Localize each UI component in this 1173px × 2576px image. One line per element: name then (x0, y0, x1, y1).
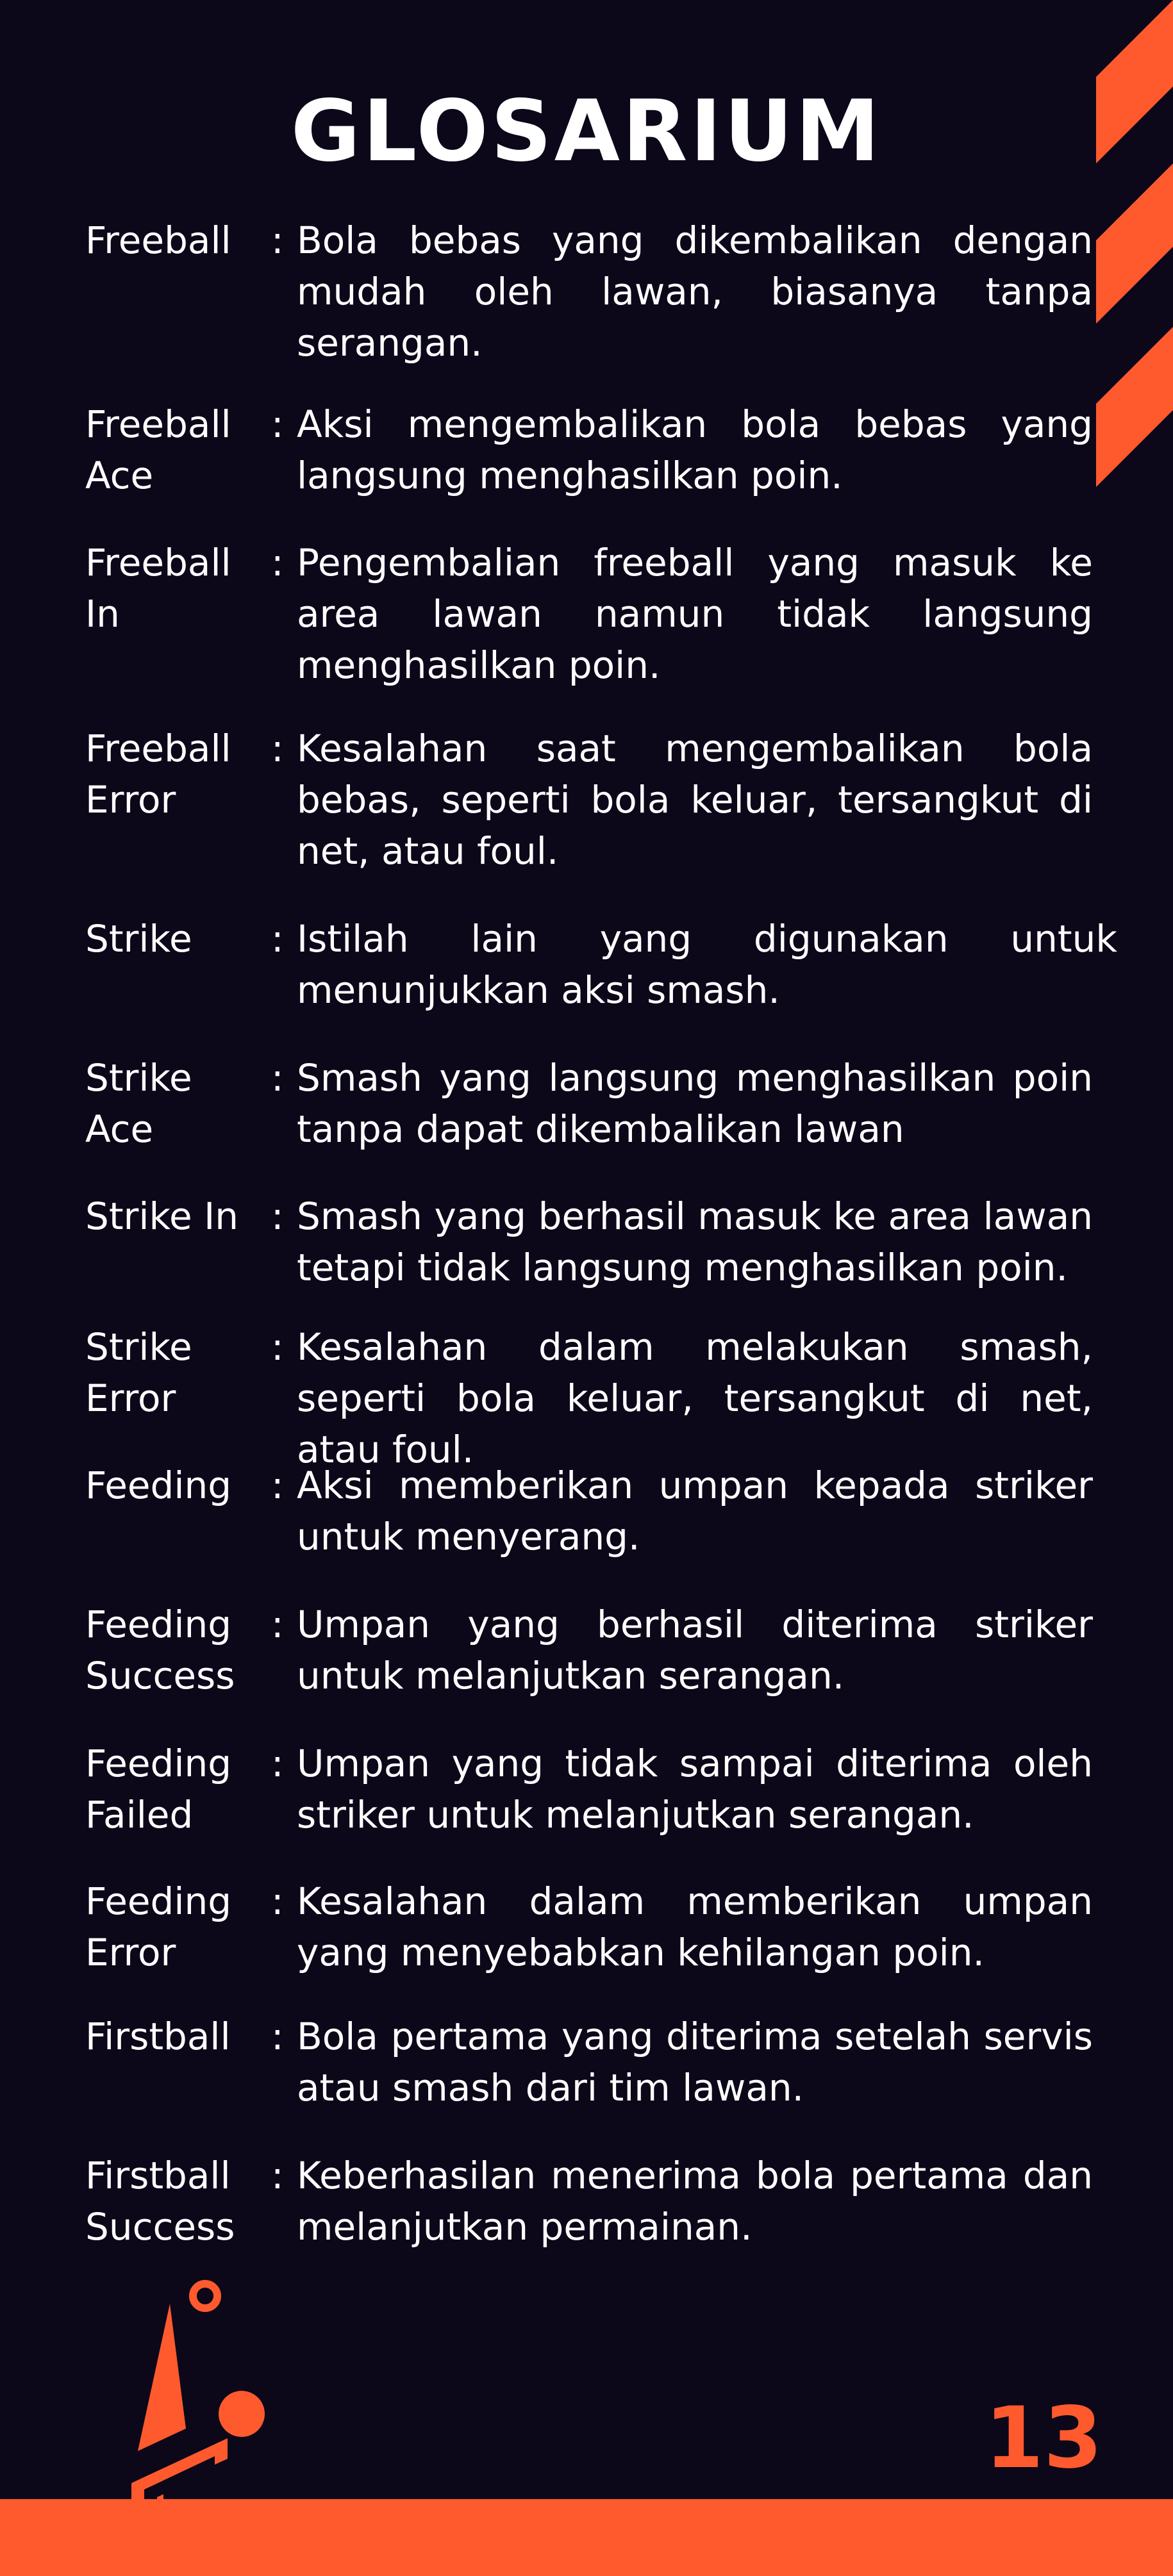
colon-separator: : (271, 917, 284, 961)
glossary-term: Strike (85, 917, 192, 961)
colon-separator: : (271, 1603, 284, 1646)
colon-separator: : (271, 1464, 284, 1507)
glossary-definition: Pengembalian freeball yang masuk ke area lawan namun tidak langsung menghasilkan poin. (297, 541, 1093, 687)
glossary-term: Freeball Ace (85, 402, 231, 497)
glossary-definition: Umpan yang berhasil diterima striker untuk melanjutkan serangan. (297, 1603, 1093, 1697)
glossary-definition: Aksi mengembalikan bola bebas yang langsung menghasilkan poin. (297, 402, 1093, 497)
page-number: 13 (985, 2389, 1102, 2488)
glossary-term: Strike In (85, 1194, 239, 1238)
glossary-definition: Keberhasilan menerima bola pertama dan melanjutkan permainan. (297, 2154, 1093, 2249)
colon-separator: : (271, 727, 284, 770)
glossary-definition: Kesalahan saat mengembalikan bola bebas, seperti bola keluar, tersangkut di net, atau foul. (297, 727, 1093, 873)
colon-separator: : (271, 1879, 284, 1923)
colon-separator: : (271, 1194, 284, 1238)
glossary-definition: Kesalahan dalam melakukan smash, seperti bola keluar, tersangkut di net, atau foul. (297, 1325, 1093, 1471)
glossary-definition: Smash yang langsung menghasilkan poin tanpa dapat dikembalikan lawan (297, 1056, 1093, 1151)
glossary-term: Freeball Error (85, 727, 231, 822)
colon-separator: : (271, 2015, 284, 2058)
bottom-accent-bar (0, 2499, 1173, 2576)
glossary-definition: Smash yang berhasil masuk ke area lawan tetapi tidak langsung menghasilkan poin. (297, 1194, 1093, 1289)
glossary-definition: Umpan yang tidak sampai diterima oleh striker untuk melanjutkan serangan. (297, 1742, 1093, 1837)
glossary-term: Freeball (85, 219, 231, 262)
page-title: GLOSARIUM (290, 82, 883, 181)
glossary-definition: Bola bebas yang dikembalikan dengan mudah oleh lawan, biasanya tanpa serangan. (297, 219, 1093, 365)
decorative-stripes (1096, 0, 1173, 513)
colon-separator: : (271, 219, 284, 262)
colon-separator: : (271, 1056, 284, 1100)
colon-separator: : (271, 1325, 284, 1369)
colon-separator: : (271, 1742, 284, 1785)
glossary-definition: Istilah lain yang digunakan untuk menunjukkan aksi smash. (297, 917, 1117, 1012)
glossary-term: Strike Error (85, 1325, 192, 1420)
glossary-term: Firstball Success (85, 2154, 235, 2249)
colon-separator: : (271, 402, 284, 446)
glossary-term: Freeball In (85, 541, 231, 636)
glossary-term: Strike Ace (85, 1056, 192, 1151)
glossary-definition: Bola pertama yang diterima setelah servis atau smash dari tim lawan. (297, 2015, 1093, 2110)
colon-separator: : (271, 541, 284, 584)
glossary-definition: Kesalahan dalam memberikan umpan yang menyebabkan kehilangan poin. (297, 1879, 1093, 1974)
glossary-term: Feeding Failed (85, 1742, 232, 1837)
glossary-definition: Aksi memberikan umpan kepada striker untuk menyerang. (297, 1464, 1093, 1558)
glossary-term: Feeding Success (85, 1603, 235, 1697)
glossary-term: Feeding (85, 1464, 232, 1507)
glossary-term: Firstball (85, 2015, 231, 2058)
glossary-term: Feeding Error (85, 1879, 232, 1974)
colon-separator: : (271, 2154, 284, 2197)
